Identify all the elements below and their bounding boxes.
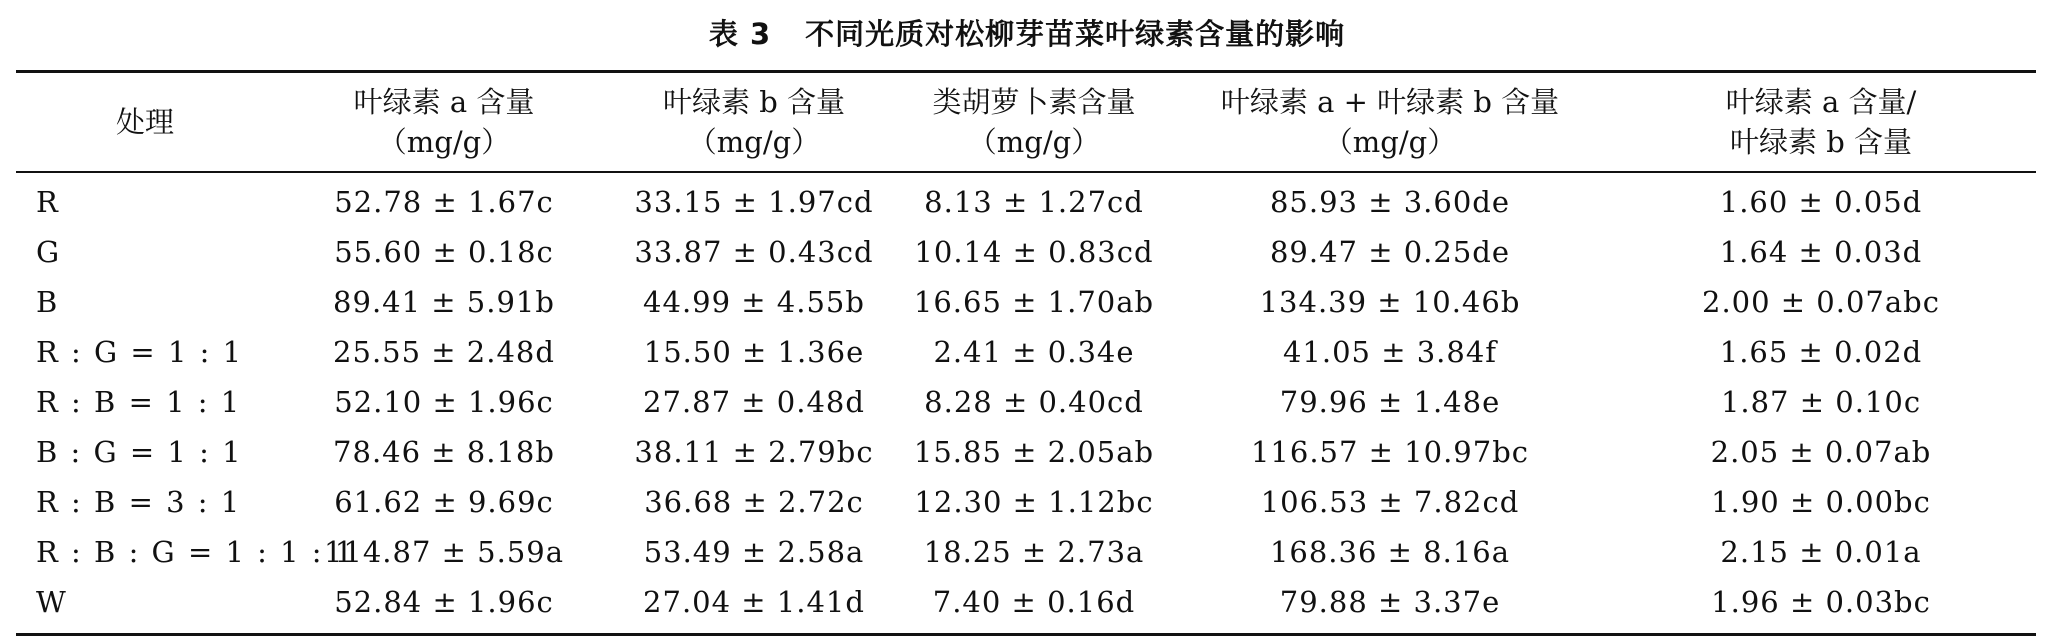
- carotenoid-cell: 12.30 ± 1.12bc: [914, 485, 1154, 519]
- header-row: [16, 72, 2036, 173]
- table-row: [16, 327, 2036, 377]
- chlorophyll-a-cell: 52.84 ± 1.96c: [334, 585, 554, 619]
- chlorophyll-b-cell: 36.68 ± 2.72c: [644, 485, 864, 519]
- chlorophyll-b-cell: 27.04 ± 1.41d: [643, 585, 865, 619]
- chlorophyll-b-cell: 27.87 ± 0.48d: [643, 385, 865, 419]
- chlorophyll-a-cell: 55.60 ± 0.18c: [334, 235, 554, 269]
- chlorophyll-ratio-cell: 1.87 ± 0.10c: [1720, 385, 1922, 419]
- chlorophyll-a-plus-b-cell: 89.47 ± 0.25de: [1269, 235, 1511, 269]
- treatment-cell: R : B : G = 1 : 1 : 1: [36, 535, 356, 569]
- table-row: [16, 477, 2036, 527]
- chlorophyll-b-cell: 15.50 ± 1.36e: [643, 335, 865, 369]
- chlorophyll-a-plus-b-cell: 41.05 ± 3.84f: [1282, 335, 1498, 369]
- chlorophyll-a-cell: 52.78 ± 1.67c: [334, 185, 554, 219]
- table-title: 不同光质对松柳芽苗菜叶绿素含量的影响: [805, 17, 1346, 51]
- chlorophyll-b-cell: 33.87 ± 0.43cd: [634, 235, 874, 269]
- data-table: [16, 70, 2036, 636]
- chlorophyll-ratio-cell: 2.05 ± 0.07ab: [1710, 435, 1932, 469]
- table-row: [16, 577, 2036, 635]
- chlorophyll-a-plus-b-cell: 79.96 ± 1.48e: [1279, 385, 1501, 419]
- chlorophyll-ratio-cell: 1.96 ± 0.03bc: [1711, 585, 1931, 619]
- carotenoid-cell: 16.65 ± 1.70ab: [913, 285, 1155, 319]
- chlorophyll-a-cell: 89.41 ± 5.91b: [333, 285, 555, 319]
- table-number: 表 3: [708, 17, 772, 51]
- table-row: [16, 377, 2036, 427]
- header-chlorophyll-b: 叶绿素 b 含量 （mg/g）: [662, 85, 845, 159]
- header-treatment: 处理: [115, 105, 174, 139]
- header-chlorophyll-a: 叶绿素 a 含量 （mg/g）: [353, 85, 535, 159]
- chlorophyll-ratio-cell: 1.60 ± 0.05d: [1719, 185, 1923, 219]
- carotenoid-cell: 2.41 ± 0.34e: [933, 335, 1135, 369]
- table-row: [16, 172, 2036, 227]
- carotenoid-cell: 7.40 ± 0.16d: [932, 585, 1136, 619]
- chlorophyll-b-cell: 38.11 ± 2.79bc: [634, 435, 874, 469]
- carotenoid-cell: 8.13 ± 1.27cd: [924, 185, 1144, 219]
- chlorophyll-a-cell: 114.87 ± 5.59a: [323, 535, 565, 569]
- chlorophyll-a-plus-b-cell: 85.93 ± 3.60de: [1269, 185, 1511, 219]
- chlorophyll-b-cell: 44.99 ± 4.55b: [643, 285, 865, 319]
- treatment-cell: R: [36, 185, 60, 219]
- treatment-cell: B: [36, 285, 60, 319]
- carotenoid-cell: 10.14 ± 0.83cd: [914, 235, 1154, 269]
- chlorophyll-b-cell: 33.15 ± 1.97cd: [634, 185, 874, 219]
- carotenoid-cell: 15.85 ± 2.05ab: [913, 435, 1155, 469]
- chlorophyll-a-cell: 78.46 ± 8.18b: [333, 435, 555, 469]
- treatment-cell: R : B = 1 : 1: [36, 385, 242, 419]
- table-body: [16, 172, 2036, 635]
- carotenoid-cell: 18.25 ± 2.73a: [923, 535, 1145, 569]
- header-carotenoid: 类胡萝卜素含量 （mg/g）: [932, 85, 1136, 159]
- chlorophyll-a-cell: 25.55 ± 2.48d: [333, 335, 555, 369]
- treatment-cell: R : B = 3 : 1: [36, 485, 242, 519]
- chlorophyll-ratio-cell: 1.90 ± 0.00bc: [1711, 485, 1931, 519]
- chlorophyll-ratio-cell: 1.65 ± 0.02d: [1719, 335, 1923, 369]
- header-chlorophyll-a-b-ratio: 叶绿素 a 含量/ 叶绿素 b 含量: [1725, 85, 1917, 159]
- table-row: [16, 227, 2036, 277]
- chlorophyll-ratio-cell: 2.00 ± 0.07abc: [1702, 285, 1940, 319]
- chlorophyll-a-cell: 52.10 ± 1.96c: [334, 385, 554, 419]
- table-header: [16, 72, 2036, 173]
- chlorophyll-a-plus-b-cell: 134.39 ± 10.46b: [1259, 285, 1521, 319]
- table-caption: [0, 12, 2054, 56]
- chlorophyll-ratio-cell: 1.64 ± 0.03d: [1719, 235, 1923, 269]
- treatment-cell: W: [36, 585, 68, 619]
- treatment-cell: R : G = 1 : 1: [36, 335, 244, 369]
- chlorophyll-a-plus-b-cell: 79.88 ± 3.37e: [1279, 585, 1501, 619]
- chlorophyll-b-cell: 53.49 ± 2.58a: [643, 535, 865, 569]
- chlorophyll-a-cell: 61.62 ± 9.69c: [334, 485, 554, 519]
- treatment-cell: G: [36, 235, 62, 269]
- chlorophyll-a-plus-b-cell: 168.36 ± 8.16a: [1269, 535, 1511, 569]
- table-row: [16, 527, 2036, 577]
- carotenoid-cell: 8.28 ± 0.40cd: [924, 385, 1144, 419]
- chlorophyll-a-plus-b-cell: 116.57 ± 10.97bc: [1250, 435, 1530, 469]
- header-chlorophyll-a-plus-b: 叶绿素 a + 叶绿素 b 含量 （mg/g）: [1220, 85, 1560, 159]
- table-row: [16, 427, 2036, 477]
- chlorophyll-a-plus-b-cell: 106.53 ± 7.82cd: [1260, 485, 1520, 519]
- chlorophyll-ratio-cell: 2.15 ± 0.01a: [1720, 535, 1922, 569]
- table-row: [16, 277, 2036, 327]
- treatment-cell: B : G = 1 : 1: [36, 435, 243, 469]
